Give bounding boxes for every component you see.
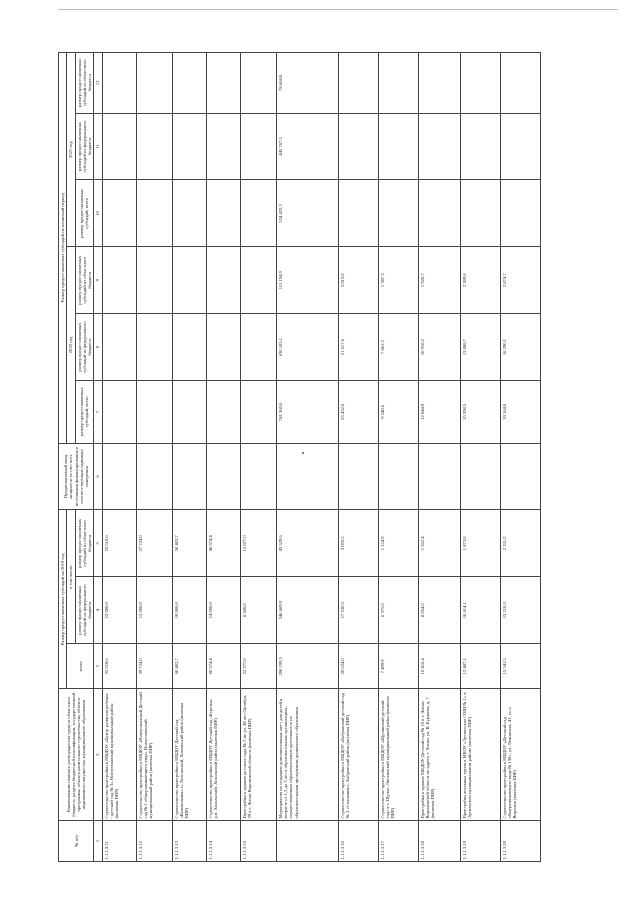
table-header xyxy=(59,53,103,862)
col-num: 12 xyxy=(94,53,102,114)
row-code: 1.1.1.3.15 xyxy=(240,821,276,862)
row-name: Пристройка к зданию детского сада № 5 по ул. 40 лет Октября, 29 в г. Лиски Воронежской области (включая ПИР) xyxy=(240,689,276,821)
row-value-c4: 8 854,0 xyxy=(418,577,460,644)
col-num: 7 xyxy=(94,381,102,444)
col-num: 9 xyxy=(94,247,102,314)
row-value-c6 xyxy=(418,443,460,510)
header-2020: 2020 год xyxy=(67,247,75,443)
row-value-c7 xyxy=(206,381,240,444)
row-value-c5: 1 562,4 xyxy=(418,510,460,577)
row-value-c4: 12 000,0 xyxy=(136,577,172,644)
row-value-c9: 3 815,0 xyxy=(338,247,378,314)
row-value-c11 xyxy=(500,113,540,180)
row-value-c6 xyxy=(240,443,276,510)
row-value-c12: 78 664,8 xyxy=(276,53,338,114)
header-including: в том числе: xyxy=(67,510,75,644)
row-value-c12 xyxy=(102,53,136,114)
row-value-c7: 12 844,9 xyxy=(418,381,460,444)
header-2020-obl: размер предоставляемых субсидий из областного бюджета xyxy=(75,247,94,314)
row-code: 1.1.1.3.11 xyxy=(102,821,136,862)
row-value-c6 xyxy=(338,443,378,510)
row-value-c9: 2 309,8 xyxy=(460,247,500,314)
row-value-c11 xyxy=(206,113,240,180)
table-row xyxy=(378,53,418,862)
row-value-c4: 14 000,0 xyxy=(206,577,240,644)
row-value-c8: 630 105,1 xyxy=(276,314,338,381)
row-code: 1.1.1.3.18 xyxy=(418,821,460,862)
col-num: 11 xyxy=(94,113,102,180)
row-value-c11 xyxy=(378,113,418,180)
row-value-c10 xyxy=(500,180,540,247)
row-value-c8 xyxy=(240,314,276,381)
row-value-c9: 111 194,9 xyxy=(276,247,338,314)
row-value-c10 xyxy=(206,180,240,247)
row-code: 1.1.1.3.12 xyxy=(136,821,172,862)
col-num: 10 xyxy=(94,180,102,247)
row-value-c4: 13 210,3 xyxy=(500,577,540,644)
row-value-c6 xyxy=(276,443,338,510)
header-total: всего xyxy=(67,644,94,689)
row-value-c10 xyxy=(136,180,172,247)
header-2019: Размер предоставляемых субсидий на 2019 год xyxy=(59,510,67,689)
header-2021-total: размер предоставляемых субсидий, всего xyxy=(75,180,94,247)
row-value-c12 xyxy=(338,53,378,114)
header-plan: Размер предоставляемых субсидий на плановый период xyxy=(59,53,67,444)
row-value-c9: 1 926,7 xyxy=(418,247,460,314)
col-num: 8 xyxy=(94,314,102,381)
row-value-c5: 27 724,0 xyxy=(136,510,172,577)
header-2019-fed: размер предоставляемых субсидий из федерального бюджета xyxy=(75,577,94,644)
row-value-c4: 10 614,1 xyxy=(460,577,500,644)
header-name: Наименование главного распорядителя средств областного бюджета, раздела бюджетной классификации, государственной программы, объекта капитального строительства, объекта недвижимого имущества, муниципального образования xyxy=(59,689,94,821)
row-name: Мероприятия по созданию дополнительных мест для детей в возрасте от 1,5 до 3 лет в образовательных организациях, осуществляющих образовательную деятельность по образовательным программам дошкольного образования xyxy=(276,689,338,821)
row-value-c5: 3 093,5 xyxy=(338,510,378,577)
row-value-c5: 15 877,0 xyxy=(240,510,276,577)
row-value-c9 xyxy=(206,247,240,314)
row-value-c10 xyxy=(172,180,206,247)
row-value-c7: 25 432,6 xyxy=(338,381,378,444)
row-value-c7 xyxy=(172,381,206,444)
row-value-c7: 9 248,6 xyxy=(378,381,418,444)
row-name: Строительство пристройки к МКДОУ «Новоусманский Детский сад № 1 общеразвивающего вида» Новоусманский муниципальный район (включая ПИР) xyxy=(136,689,172,821)
row-value-c9 xyxy=(136,247,172,314)
row-value-c12 xyxy=(172,53,206,114)
row-value-c3: 60 402,7 xyxy=(172,644,206,689)
table-row xyxy=(418,53,460,862)
row-value-c10 xyxy=(102,180,136,247)
row-value-c6 xyxy=(206,443,240,510)
row-value-c3: 35 518,6 xyxy=(102,644,136,689)
row-value-c3: 22 377,0 xyxy=(240,644,276,689)
table-row xyxy=(172,53,206,862)
scan-edge-line xyxy=(58,9,618,10)
row-value-c12 xyxy=(418,53,460,114)
header-2021-fed: размер предоставляемых субсидий из федерального бюджета xyxy=(75,113,94,180)
row-value-c11 xyxy=(418,113,460,180)
row-value-c3: 12 487,1 xyxy=(460,644,500,689)
row-value-c10 xyxy=(460,180,500,247)
row-value-c10: 524 432,3 xyxy=(276,180,338,247)
row-value-c11 xyxy=(136,113,172,180)
row-value-c9 xyxy=(240,247,276,314)
row-value-c3: 15 541,5 xyxy=(500,644,540,689)
row-name: Строительство пристройки к МКДОУ «Центр развития ребенка - детский сад № 3» Новоусманский муниципальный район (включая ПИР) xyxy=(102,689,136,821)
row-value-c4: 17 530,5 xyxy=(338,577,378,644)
row-code: 1.1.1.3.14 xyxy=(206,821,240,862)
row-value-c11 xyxy=(460,113,500,180)
row-value-c12 xyxy=(240,53,276,114)
row-value-c3: 20 624,0 xyxy=(338,644,378,689)
row-value-c8 xyxy=(206,314,240,381)
row-value-c5: 1 873,0 xyxy=(460,510,500,577)
row-value-c12 xyxy=(460,53,500,114)
row-value-c7 xyxy=(240,381,276,444)
row-value-c9: 1 387,3 xyxy=(378,247,418,314)
col-num: 6 xyxy=(94,443,102,510)
row-value-c11 xyxy=(172,113,206,180)
col-num: 2 xyxy=(94,689,102,821)
row-code: 1.1.1.3.19 xyxy=(460,821,500,862)
table-row xyxy=(102,53,136,862)
row-value-c8 xyxy=(102,314,136,381)
row-value-c9: 2 874,7 xyxy=(500,247,540,314)
row-code: 1.1.1.3.16 xyxy=(338,821,378,862)
row-value-c3: 60 574,4 xyxy=(206,644,240,689)
row-code: 1.1.1.3.20 xyxy=(500,821,540,862)
header-2019-obl: размер предоставляемых субсидий из областного бюджета xyxy=(75,510,94,577)
table-row xyxy=(136,53,172,862)
row-value-c8: 10 918,2 xyxy=(418,314,460,381)
header-number: № п/п xyxy=(59,821,94,862)
row-value-c6 xyxy=(136,443,172,510)
header-2021: 2021 год xyxy=(67,53,75,247)
row-value-c7 xyxy=(136,381,172,444)
row-value-c3: 7 499,9 xyxy=(378,644,418,689)
row-value-c5: 23 518,6 xyxy=(102,510,136,577)
row-name: Пристройка к зданию МКДОУ Детский сад № 10 в г. Лиски Воронежской области по адресу г. Лиски, ул. В. Буракова, д. 7 (включая ПИР) xyxy=(418,689,460,821)
row-value-c11 xyxy=(338,113,378,180)
row-value-c11 xyxy=(102,113,136,180)
row-value-c5: 1 124,9 xyxy=(378,510,418,577)
row-value-c3: 10 416,4 xyxy=(418,644,460,689)
row-value-c7: 19 164,8 xyxy=(500,381,540,444)
row-name: Строительство пристройки к МБДОУ Детский сад «Березка» р.п. Хохольский, Хохольский район (включая ПИР) xyxy=(206,689,240,821)
row-value-c6 xyxy=(500,443,540,510)
column-number-row xyxy=(94,53,102,862)
row-value-c6 xyxy=(102,443,136,510)
header-2020-fed: размер предоставляемых субсидий из федерального бюджета xyxy=(75,314,94,381)
row-value-c5: 2 331,2 xyxy=(500,510,540,577)
row-value-c9 xyxy=(102,247,136,314)
row-value-c4: 6 500,0 xyxy=(240,577,276,644)
row-value-c7 xyxy=(102,381,136,444)
row-value-c8: 16 290,1 xyxy=(500,314,540,381)
col-num: 5 xyxy=(94,510,102,577)
row-value-c8: 13 088,7 xyxy=(460,314,500,381)
row-name: Строительство пристройки к МКДОУ «Бобровский детский сад № 3 «Солнышко», Бобровский район (включая ПИР) xyxy=(338,689,378,821)
row-value-c9 xyxy=(172,247,206,314)
table-row xyxy=(460,53,500,862)
row-value-c4: 246 669,9 xyxy=(276,577,338,644)
table-row xyxy=(206,53,240,862)
table-row xyxy=(500,53,540,862)
row-value-c10 xyxy=(338,180,378,247)
row-value-c4: 12 000,0 xyxy=(102,577,136,644)
row-value-c4: 10 000,0 xyxy=(172,577,206,644)
col-num: 1 xyxy=(94,821,102,862)
row-value-c6 xyxy=(460,443,500,510)
row-value-c3: 39 724,0 xyxy=(136,644,172,689)
row-value-c6 xyxy=(378,443,418,510)
row-value-c10 xyxy=(378,180,418,247)
row-value-c6 xyxy=(172,443,206,510)
row-value-c8 xyxy=(136,314,172,381)
table-row xyxy=(276,53,338,862)
row-value-c4: 6 375,0 xyxy=(378,577,418,644)
row-code: 1.1.1.3.13 xyxy=(172,821,206,862)
row-code xyxy=(276,821,338,862)
header-2021-obl: размер предоставляемых субсидий из областного бюджета xyxy=(75,53,94,114)
row-name: Строительство пристройки к МБДОУ «Детский сад общеразвивающего вида № 138», ул. Ленинская, 41, г.о.г. Воронеж (включая ПИР) xyxy=(500,689,540,821)
row-value-c3: 290 199,5 xyxy=(276,644,338,689)
row-value-c10 xyxy=(240,180,276,247)
col-num: 4 xyxy=(94,577,102,644)
row-value-c5: 50 402,7 xyxy=(172,510,206,577)
table-row xyxy=(240,53,276,862)
row-value-c8: 7 861,3 xyxy=(378,314,418,381)
row-value-c11 xyxy=(240,113,276,180)
row-name: Пристройка ясельных групп к МКОУ «Эртильская СОШ № 1» в Эртильском муниципальном районе (включая ПИР) xyxy=(460,689,500,821)
row-value-c8: 21 617,6 xyxy=(338,314,378,381)
table-row xyxy=(338,53,378,862)
header-2020-total: размер предоставляемых субсидий, всего xyxy=(75,381,94,444)
row-value-c12 xyxy=(500,53,540,114)
row-code: 1.1.1.3.17 xyxy=(378,821,418,862)
table-body xyxy=(102,53,540,862)
row-value-c7: 741 300,0 xyxy=(276,381,338,444)
row-name: Строительство пристройки к МБДОУ Детский сад «Колокольчик» п. Хохольский, Хохольский район (включая ПИР) xyxy=(172,689,206,821)
row-value-c10 xyxy=(418,180,460,247)
row-name: Строительство пристройки к МКДОУ «Щучинский детский сад» в с. Щучье, Лискинский муниципальный район (включая ПИР) xyxy=(378,689,418,821)
row-value-c12 xyxy=(136,53,172,114)
row-value-c12 xyxy=(378,53,418,114)
col-num: 3 xyxy=(94,644,102,689)
row-value-c8 xyxy=(172,314,206,381)
row-value-c5: 46 574,4 xyxy=(206,510,240,577)
row-value-c12 xyxy=(206,53,240,114)
row-value-c5: 43 529,6 xyxy=(276,510,338,577)
row-value-c11: 445 767,5 xyxy=(276,113,338,180)
row-value-c7: 15 398,5 xyxy=(460,381,500,444)
header-power: Предполагаемый ввод мощности за счет всех источников финансирования в соответствующих единицах измерения xyxy=(59,443,94,510)
subsidy-table xyxy=(58,52,541,862)
